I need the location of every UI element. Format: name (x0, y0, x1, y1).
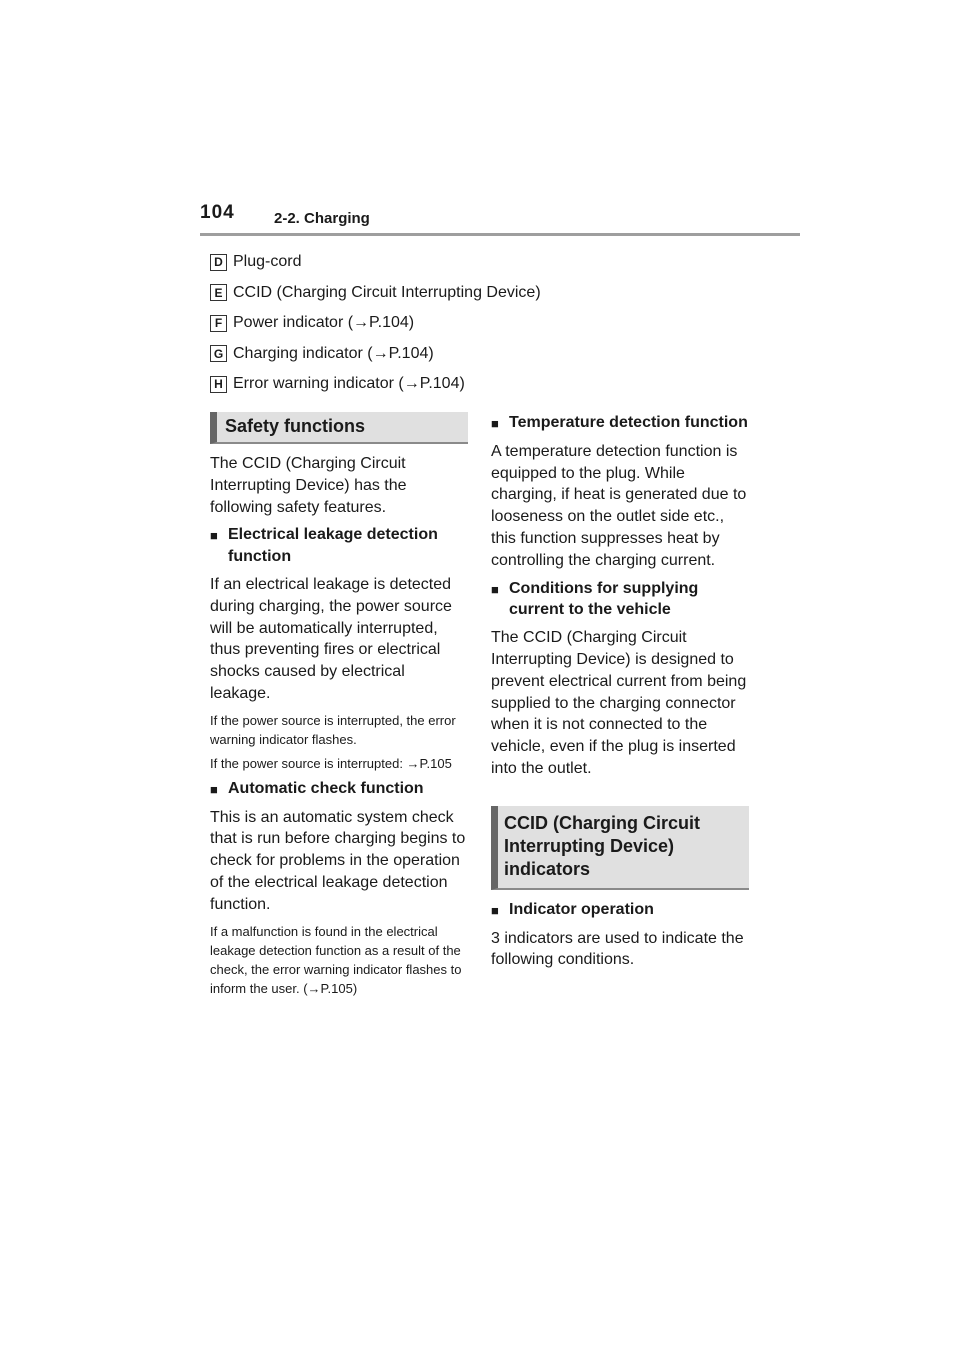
legend-text: Error warning indicator (→P.104) (233, 375, 465, 393)
right-column (491, 412, 749, 977)
legend-item (210, 308, 541, 339)
legend-text: CCID (Charging Circuit Interrupting Device) (233, 283, 541, 301)
indicator-operation-subheading (491, 899, 749, 922)
auto-check-note: If a malfunction is found in the electrical leakage detection function as a result of the check, the error warning indicator flashes to inform the user. (→P.105) (210, 923, 462, 996)
auto-check-body: This is an automatic system check that is run before charging begins to check for problems in the operation of the electrical leakage detection function. (210, 808, 466, 913)
bullet-square-icon: ■ (491, 902, 499, 918)
temperature-title: Temperature detection function (509, 414, 748, 431)
safety-functions-heading: Safety functions (210, 412, 468, 444)
legend-key: D (210, 254, 227, 271)
page-header (200, 200, 800, 236)
indicator-operation-title: Indicator operation (509, 900, 654, 918)
legend-text: Plug-cord (233, 253, 302, 271)
legend-key: F (210, 315, 227, 332)
auto-check-subheading (210, 778, 468, 801)
leakage-subheading (210, 524, 468, 568)
legend-item (210, 278, 541, 309)
conditions-title: Conditions for supplying current to the vehicle (509, 579, 699, 619)
bullet-square-icon: ■ (491, 581, 499, 597)
legend-item (210, 339, 541, 370)
page-number: 104 (200, 202, 235, 223)
legend-item (210, 369, 541, 400)
legend-key: H (210, 376, 227, 393)
bullet-square-icon: ■ (491, 416, 499, 431)
legend-text: Charging indicator (→P.104) (233, 344, 434, 362)
ccid-indicators-heading: CCID (Charging Circuit Interrupting Device) indicators (491, 806, 749, 890)
left-column (210, 412, 468, 1003)
temperature-subheading (491, 412, 749, 435)
temperature-body: A temperature detection function is equipped to the plug. While charging, if heat is generated due to looseness on the outlet side etc., this function suppresses heat by controlling the charging current. (491, 442, 747, 569)
bullet-square-icon: ■ (210, 528, 218, 544)
leakage-note: If the power source is interrupted, the error warning indicator flashes. (210, 712, 456, 747)
auto-check-title: Automatic check function (228, 779, 424, 797)
safety-intro: The CCID (Charging Circuit Interrupting Device) has the following safety features. (210, 455, 407, 516)
section-title: 2-2. Charging (274, 210, 370, 227)
leakage-reference: If the power source is interrupted: →P.105 (210, 755, 452, 771)
legend-key: E (210, 284, 227, 301)
bullet-square-icon: ■ (210, 781, 218, 797)
leakage-title: Electrical leakage detection function (228, 526, 438, 566)
component-legend (210, 247, 541, 400)
leakage-body: If an electrical leakage is detected during charging, the power source will be automatically interrupted, thus preventing fires or electrical shocks caused by electrical leakage. (210, 575, 452, 702)
indicator-operation-body: 3 indicators are used to indicate the following conditions. (491, 929, 744, 969)
legend-item (210, 247, 541, 278)
conditions-body: The CCID (Charging Circuit Interrupting Device) is designed to prevent electrical current from being supplied to the charging connector when it is not connected to the vehicle, even if the plug is inserted into the outlet. (491, 629, 747, 777)
conditions-subheading (491, 578, 749, 622)
legend-key: G (210, 345, 227, 362)
legend-text: Power indicator (→P.104) (233, 314, 415, 332)
